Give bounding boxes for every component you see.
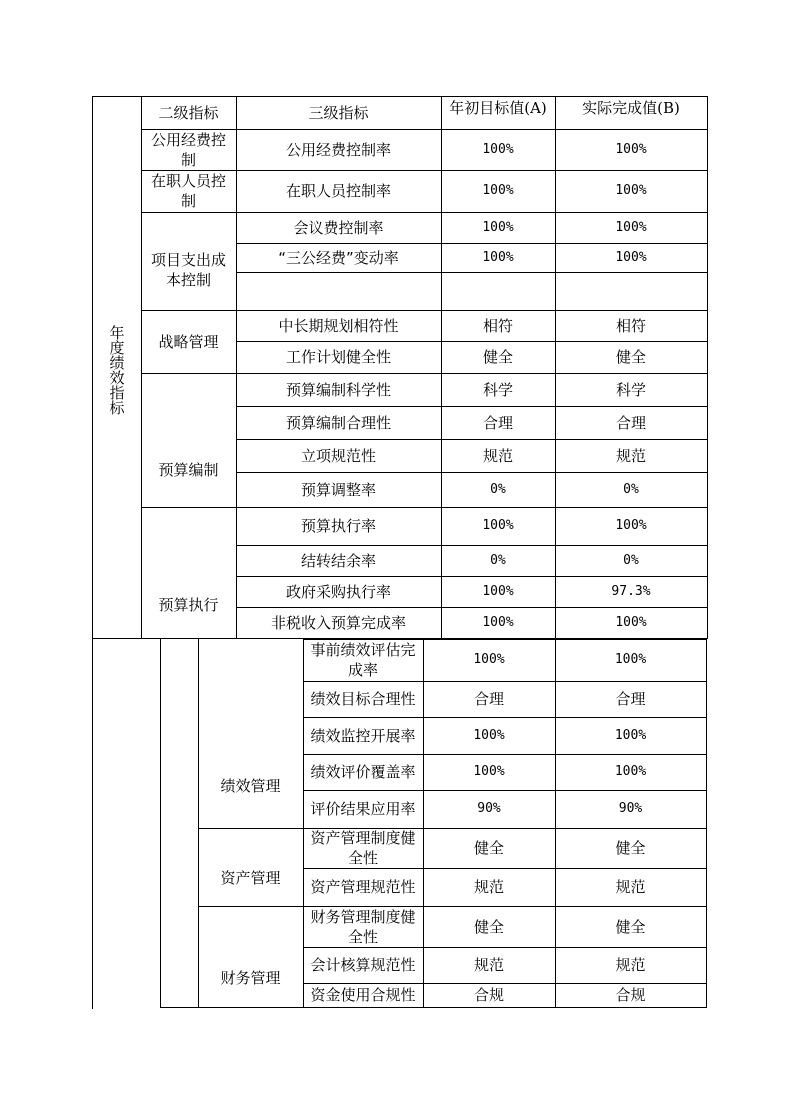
group-public-funds: 公用经费控制 (150, 130, 226, 169)
level1-text: 年度绩效指标 (107, 325, 126, 415)
row-name: 资产管理规范性 (310, 878, 416, 896)
row-name: 绩效监控开展率 (310, 726, 416, 745)
row-name (236, 272, 441, 310)
row-target: 健全 (482, 348, 513, 366)
row-target: 合理 (473, 690, 504, 708)
row-target: 0% (490, 481, 506, 497)
row-actual: 科学 (615, 380, 646, 399)
row-name: 预算编制合理性 (285, 413, 391, 432)
row-target: 100% (473, 652, 505, 667)
row-target: 100% (473, 764, 505, 779)
row-name: 工作计划健全性 (285, 348, 391, 366)
row-actual: 100% (615, 518, 647, 533)
row-target: 100% (482, 141, 514, 157)
row-actual: 100% (615, 141, 647, 157)
row-name: 会计核算规范性 (310, 956, 416, 974)
group-asset-mgmt: 资产管理 (220, 869, 281, 887)
row-name: 立项规范性 (300, 446, 376, 465)
row-actual: 合理 (615, 413, 646, 432)
group-budget-prep: 预算编制 (158, 461, 219, 479)
row-target: 规范 (473, 878, 504, 896)
row-name: 评价结果应用率 (310, 800, 416, 818)
row-target: 100% (482, 249, 514, 265)
row-actual: 0% (623, 552, 639, 568)
row-actual: 100% (614, 652, 647, 667)
row-target: 合理 (482, 413, 513, 432)
row-actual: 规范 (615, 446, 646, 465)
row-name: 结转结余率 (300, 551, 376, 570)
row-target: 健全 (473, 917, 504, 936)
row-actual: 97.3% (611, 583, 651, 599)
row-actual (555, 272, 707, 310)
header-actual: 实际完成值(B) (582, 99, 680, 117)
row-name: 非税收入预算完成率 (270, 613, 406, 632)
header-target: 年初目标值(A) (449, 99, 547, 117)
row-actual: 100% (615, 614, 647, 630)
group-project-cost: 项目支出成本控制 (150, 251, 226, 289)
row-name: 资产管理制度健全性 (310, 829, 416, 867)
row-name: 预算执行率 (300, 517, 376, 535)
row-target: 90% (477, 801, 501, 816)
row-name: 事前绩效评估完成率 (310, 641, 416, 679)
row-name: 绩效评价覆盖率 (310, 763, 416, 781)
row-actual: 100% (615, 219, 647, 235)
row-actual: 100% (615, 183, 647, 198)
header-level2: 二级指标 (158, 103, 219, 122)
row-actual: 0% (623, 481, 639, 497)
row-target: 规范 (482, 446, 513, 465)
row-actual: 100% (615, 249, 647, 265)
row-actual: 合理 (615, 690, 646, 708)
row-name: 预算调整率 (300, 480, 376, 499)
row-actual: 相符 (615, 316, 646, 335)
row-target: 100% (482, 614, 514, 630)
row-target (441, 272, 555, 310)
row-name: 会议费控制率 (293, 218, 384, 237)
row-actual: 90% (618, 801, 643, 816)
row-target: 合规 (473, 986, 504, 1004)
row-name: 公用经费控制率 (285, 140, 391, 159)
row-actual: 规范 (615, 878, 646, 896)
row-target: 100% (482, 183, 514, 198)
row-name: 财务管理制度健全性 (310, 907, 416, 946)
group-performance-mgmt: 绩效管理 (220, 777, 281, 795)
group-strategy: 战略管理 (158, 332, 219, 351)
row-actual: 合规 (615, 986, 646, 1004)
level1-label (92, 310, 141, 430)
row-name: 在职人员控制率 (285, 182, 391, 200)
row-actual: 健全 (615, 348, 646, 366)
row-target: 相符 (482, 316, 513, 335)
row-name: 中长期规划相符性 (278, 316, 399, 335)
row-target: 健全 (473, 839, 504, 857)
row-actual: 100% (614, 727, 647, 743)
row-actual: 健全 (615, 917, 646, 936)
row-target: 100% (482, 518, 514, 533)
row-target: 100% (473, 727, 505, 743)
group-staff: 在职人员控制 (150, 172, 226, 210)
row-actual: 健全 (615, 839, 646, 857)
row-target: 规范 (473, 956, 504, 974)
row-name: “三公经费”变动率 (278, 248, 399, 267)
row-name: 资金使用合规性 (310, 986, 416, 1004)
group-finance-mgmt: 财务管理 (220, 969, 281, 987)
row-actual: 100% (614, 764, 647, 779)
row-target: 科学 (482, 380, 513, 399)
group-budget-exec: 预算执行 (158, 596, 219, 614)
row-target: 100% (482, 219, 514, 235)
row-target: 0% (490, 552, 506, 568)
row-actual: 规范 (615, 956, 646, 974)
row-target: 100% (482, 583, 514, 599)
row-name: 绩效目标合理性 (310, 690, 416, 708)
row-name: 政府采购执行率 (285, 582, 391, 601)
header-level3: 三级指标 (308, 103, 369, 122)
row-name: 预算编制科学性 (285, 380, 391, 399)
